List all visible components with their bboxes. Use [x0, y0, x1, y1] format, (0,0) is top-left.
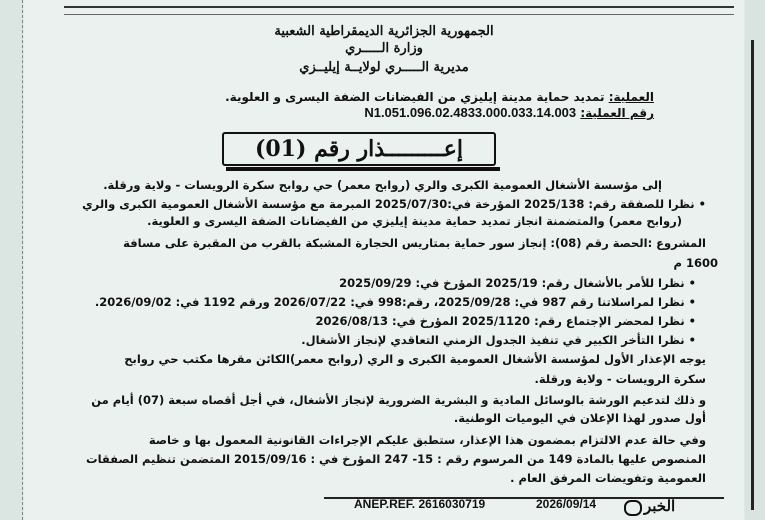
footer-date: 2026/09/14 — [536, 497, 597, 511]
footer-ref: ANEP.REF. 2616030719 — [354, 497, 486, 511]
notice-body-5: وفي حالة عدم الالتزام بمضمون هذا الإعذار، ستطبق عليكم الإجراءات القانونية المعمول بها و خاصة — [148, 433, 706, 447]
notice-body-2: سكرة الرويسات - ولاية ورقلة. — [534, 372, 706, 386]
project-distance: 1600 م — [673, 256, 718, 270]
left-margin-strip — [0, 0, 23, 520]
addressee-line: إلى مؤسسة الأشغال العمومية الكبرى والري (روابح معمر) حي روابح سكرة الرويسات - ولاية ورقلة. — [103, 178, 662, 192]
top-rule — [64, 6, 734, 8]
operation-line — [225, 90, 654, 104]
operation-number-line — [364, 105, 654, 120]
top-rule-thin — [64, 14, 734, 15]
notice-sheet — [24, 0, 744, 520]
bullet-correspondence: • نظرا لمراسلاتنا رقم 987 في: 2025/09/28، رقم:998 في: 2026/07/22 ورقم 1192 في: 2026/09/02. — [95, 295, 696, 309]
right-margin-strip — [745, 0, 765, 520]
notice-body-3: و ذلك لتدعيم الورشة بالوسائل المادية و البشرية الضرورية لإنجاز الأشغال، في أجل أقصاه سبعة (07) أيام من — [91, 393, 706, 407]
operation-label: العملية: — [608, 90, 654, 104]
bullet-meeting: • نظرا لمحضر الإجتماع رقم: 2025/1120 المؤرخ في: 2026/08/13 — [316, 314, 696, 328]
header-republic: الجمهورية الجزائرية الديمقراطية الشعبية — [274, 24, 494, 39]
operation-text: تمديد حماية مدينة إيليزي من الفيضانات الضفة اليسرى و العلوية. — [225, 90, 605, 104]
notice-body-4: أول صدور لهذا الإعلان في اليوميات الوطنية. — [453, 411, 706, 425]
contract-line: • نظرا للصفقة رقم: 2025/138 المؤرخة في:2025/07/30 المبرمة مع مؤسسة الأشغال العمومية الكبرى والري — [82, 197, 706, 211]
header-ministry: وزارة الـــــري — [345, 41, 423, 56]
bullet-order: • نظرا للأمر بالأشغال رقم: 2025/19 المؤرخ في: 2025/09/29 — [339, 276, 696, 290]
bullet-delay: • نظرا التأخر الكبير في تنفيذ الجدول الزمني التعاقدي لإنجاز الأشغال. — [301, 333, 696, 347]
project-line: المشروع :الحصة رقم (08): إنجاز سور حماية بمتاريس الحجارة المشبكة بالقرب من المقبرة على مسافة — [123, 236, 706, 250]
newspaper-brand: الخبر — [644, 497, 676, 515]
operation-number: N1.051.096.02.4833.000.033.14.003 — [364, 105, 577, 120]
right-border-line — [751, 40, 754, 510]
notice-body-6: المنصوص عليها بالمادة 149 من المرسوم رقم : 15- 247 المؤرخ في : 2015/09/16 المتضمن تنظيم الصفقات — [86, 452, 706, 466]
contract-line-2: (روابح معمر) والمتضمنة انجاز تمديد حماية مدينة إيليزي من الفيضانات الضفة اليسرى و العلوية. — [147, 214, 682, 228]
header-directorate: مديرية الـــــري لولايــة إيليــزي — [299, 60, 469, 75]
notice-body-7: العمومية وتفويضات المرفق العام . — [510, 471, 706, 485]
newspaper-logo-icon — [624, 500, 642, 516]
notice-title: إعـــــــــذار رقم (01) — [222, 132, 496, 166]
notice-body-1: يوجه الإعذار الأول لمؤسسة الأشغال العمومية الكبرى و الري (روابح معمر)الكائن مقرها مكتب حي روابح — [124, 352, 706, 366]
operation-number-label: رقم العملية: — [580, 106, 654, 120]
